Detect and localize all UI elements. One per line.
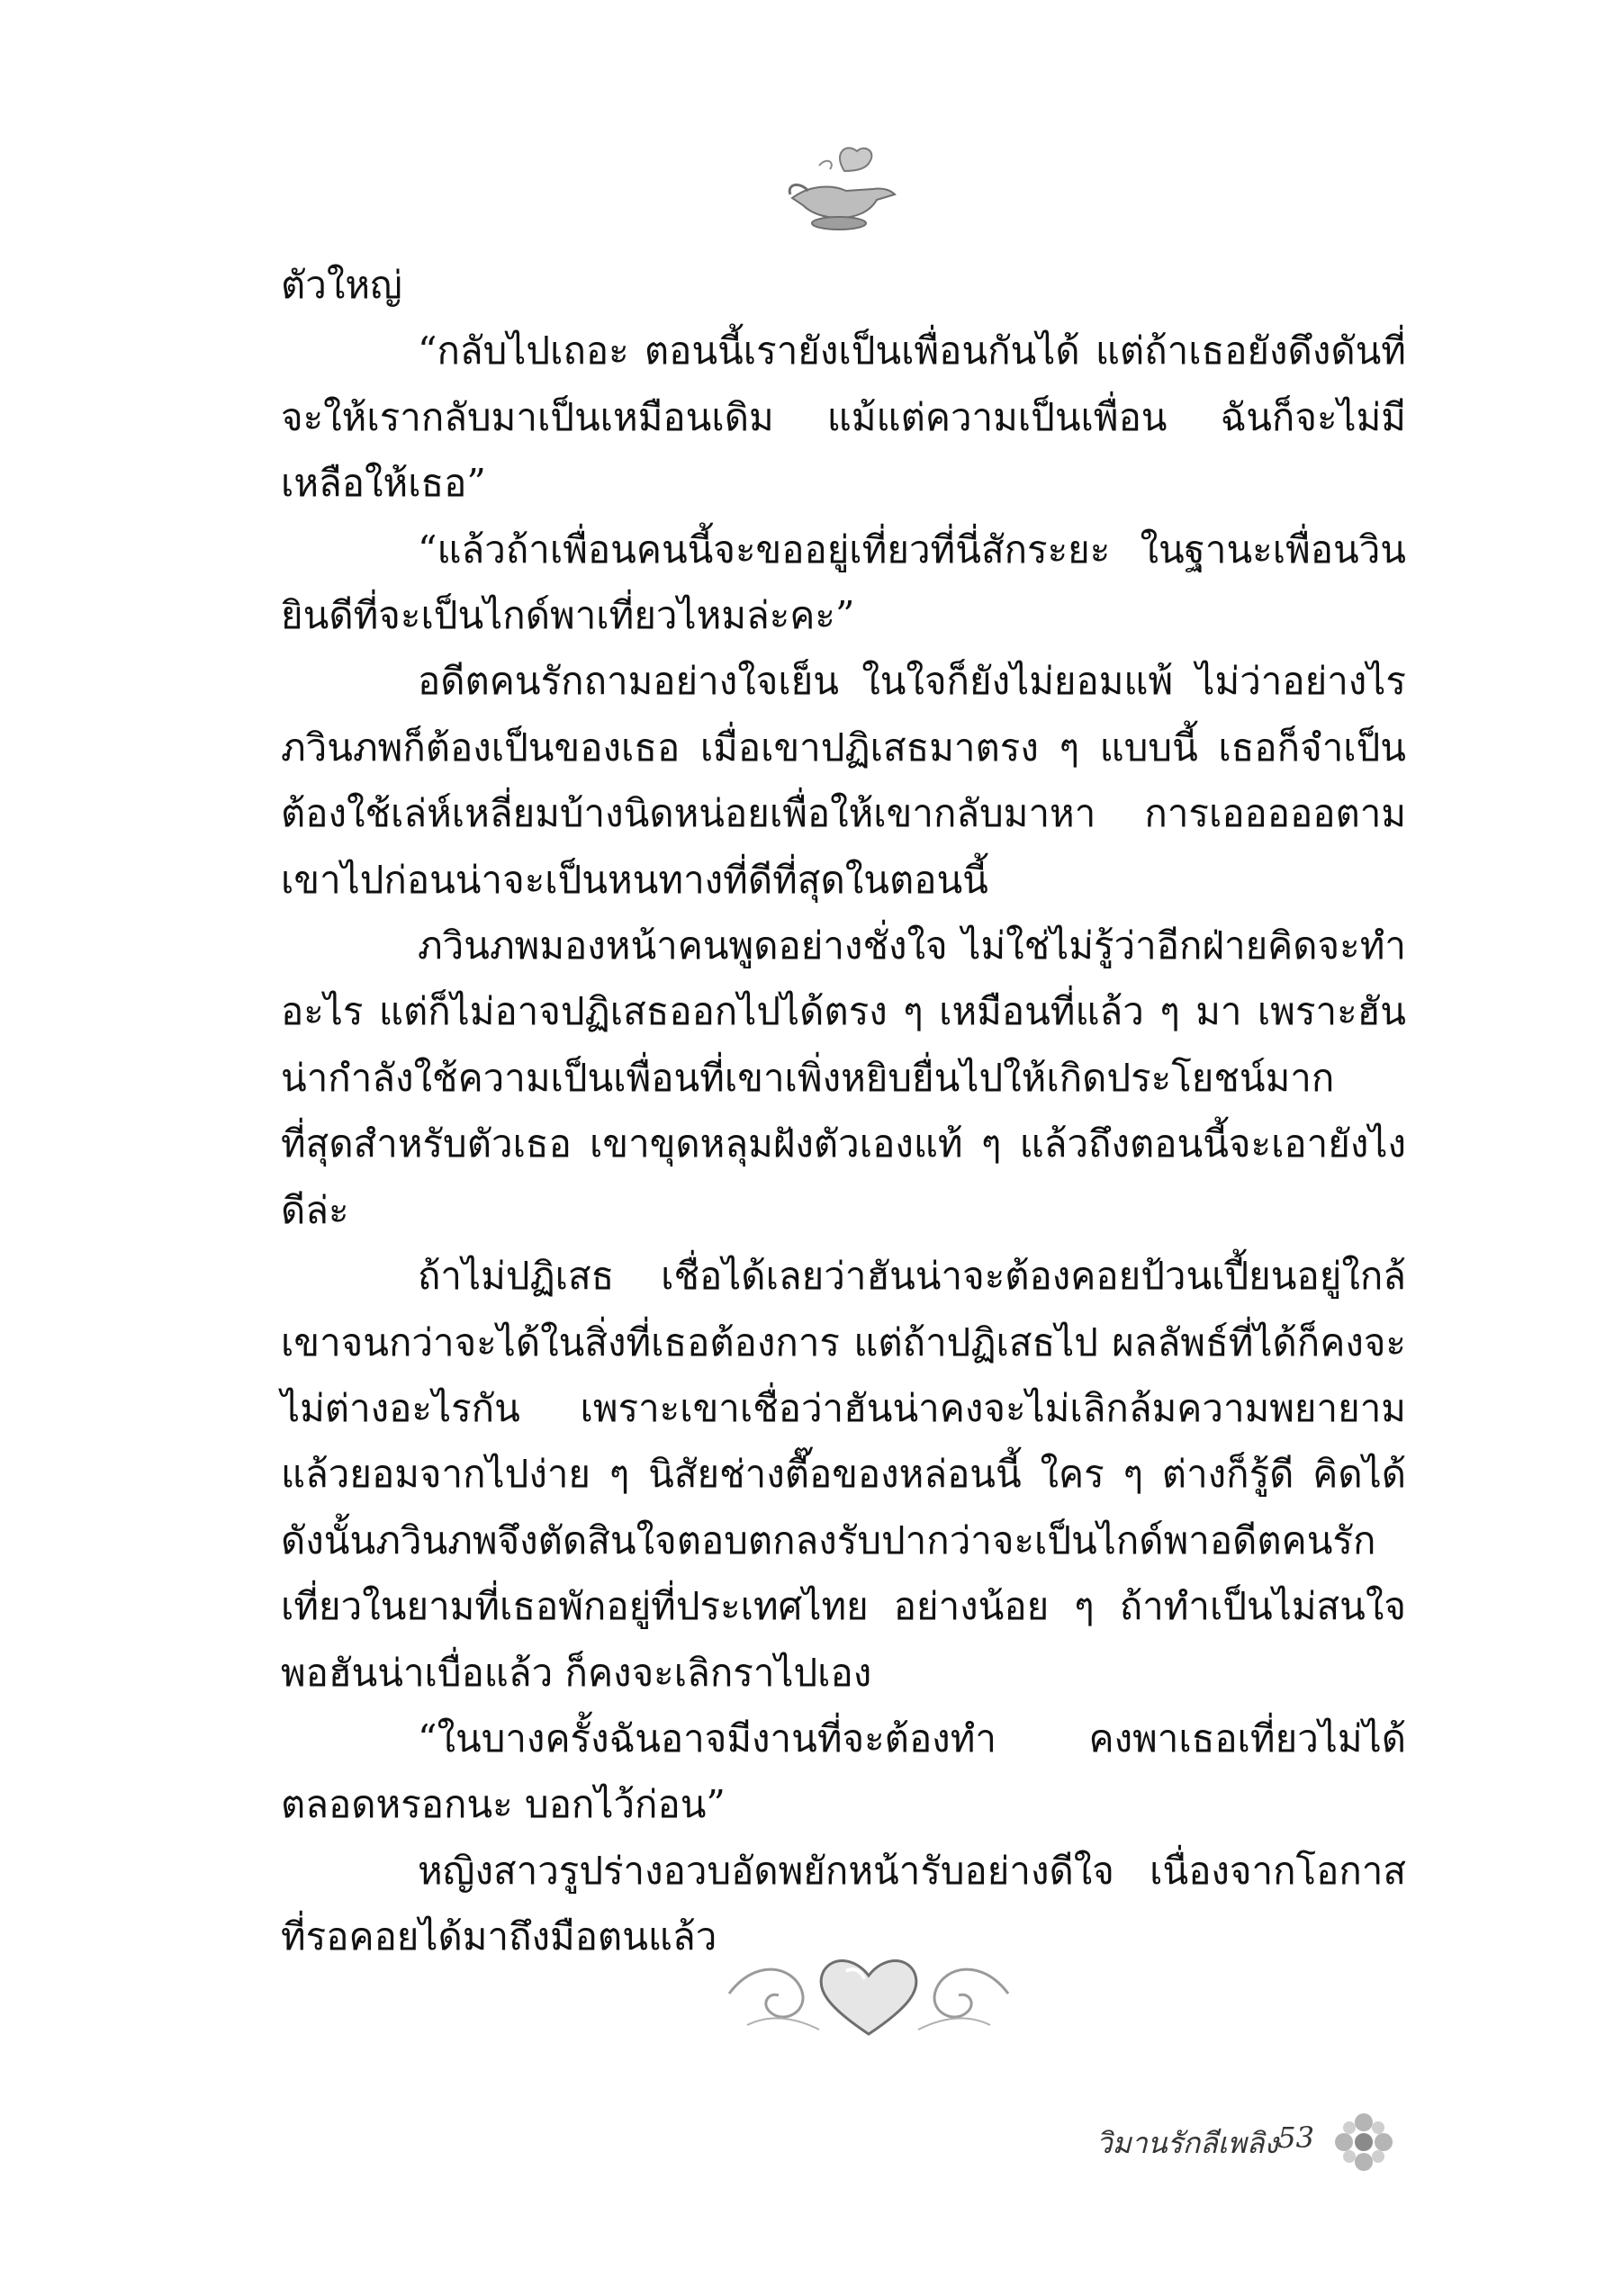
paragraph: หญิงสาวรูปร่างอวบอัดพยักหน้ารับอย่างดีใจ เนื่องจากโอกาสที่รอคอยได้มาถึงมือตนแล้ว bbox=[281, 1848, 1406, 1959]
paragraph: “ในบางครั้งฉันอาจมีงานที่จะต้องทำ คงพาเธอเที่ยวไม่ได้ตลอดหรอกนะ บอกไว้ก่อน” bbox=[281, 1715, 1406, 1827]
page-number: 53 bbox=[1277, 2120, 1314, 2155]
teapot-icon bbox=[783, 135, 900, 243]
flower-icon bbox=[1323, 2106, 1404, 2178]
body-text bbox=[281, 252, 1406, 1970]
heart-icon bbox=[720, 1940, 1017, 2048]
page-footer bbox=[900, 2106, 1404, 2169]
paragraph: ถ้าไม่ปฏิเสธ เชื่อได้เลยว่าฮันน่าจะต้องคอยป้วนเปี้ยนอยู่ใกล้เขาจนกว่าจะได้ในสิ่งที่เธอต้องการ แต่ถ้าปฏิเสธไป ผลลัพธ์ที่ได้ก็คงจะไม่ต่างอะไรกัน เพราะเขาเชื่อว่าฮันน่าคงจะไม่เลิกล้มความพยายาม แล้วยอมจากไปง่าย ๆ นิสัยช่างตื๊อของหล่อนนี้ ใคร ๆ ต่างก็รู้ดี คิดได้ดังนั้นภวินภพจึงตัดสินใจตอบตกลงรับปากว่าจะเป็นไกด์พาอดีตคนรักเที่ยวในยามที่เธอพักอยู่ที่ประเทศไทย อย่างน้อย ๆ ถ้าทำเป็นไม่สนใจ พอฮันน่าเบื่อแล้ว ก็คงจะเลิกราไปเอง bbox=[281, 1254, 1406, 1695]
paragraph: “กลับไปเถอะ ตอนนี้เรายังเป็นเพื่อนกันได้ แต่ถ้าเธอยังดึงดันที่จะให้เรากลับมาเป็นเหมือนเดิม แม้แต่ความเป็นเพื่อน ฉันก็จะไม่มีเหลือให้เธอ” bbox=[281, 329, 1406, 506]
paragraph: อดีตคนรักถามอย่างใจเย็น ในใจก็ยังไม่ยอมแพ้ ไม่ว่าอย่างไรภวินภพก็ต้องเป็นของเธอ เมื่อเขาปฏิเสธมาตรง ๆ แบบนี้ เธอก็จำเป็นต้องใช้เล่ห์เหลี่ยมบ้างนิดหน่อยเพื่อให้เขากลับมาหา การเอออออตามเขาไปก่อนน่าจะเป็นหนทางที่ดีที่สุดในตอนนี้ bbox=[281, 659, 1406, 902]
running-title: วิมานรักลีเพลิง bbox=[1096, 2126, 1278, 2160]
paragraph: ภวินภพมองหน้าคนพูดอย่างชั่งใจ ไม่ใช่ไม่รู้ว่าอีกฝ่ายคิดจะทำอะไร แต่ก็ไม่อาจปฏิเสธออกไปได้ตรง ๆ เหมือนที่แล้ว ๆ มา เพราะฮันน่ากำลังใช้ความเป็นเพื่อนที่เขาเพิ่งหยิบยื่นไปให้เกิดประโยชน์มากที่สุดสำหรับตัวเธอ เขาขุดหลุมฝังตัวเองแท้ ๆ แล้วถึงตอนนี้จะเอายังไงดีล่ะ bbox=[281, 923, 1406, 1232]
paragraph: “แล้วถ้าเพื่อนคนนี้จะขออยู่เที่ยวที่นี่สักระยะ ในฐานะเพื่อนวินยินดีที่จะเป็นไกด์พาเที่ยวไหมล่ะคะ” bbox=[281, 527, 1406, 638]
paragraph: ตัวใหญ่ bbox=[281, 263, 402, 307]
